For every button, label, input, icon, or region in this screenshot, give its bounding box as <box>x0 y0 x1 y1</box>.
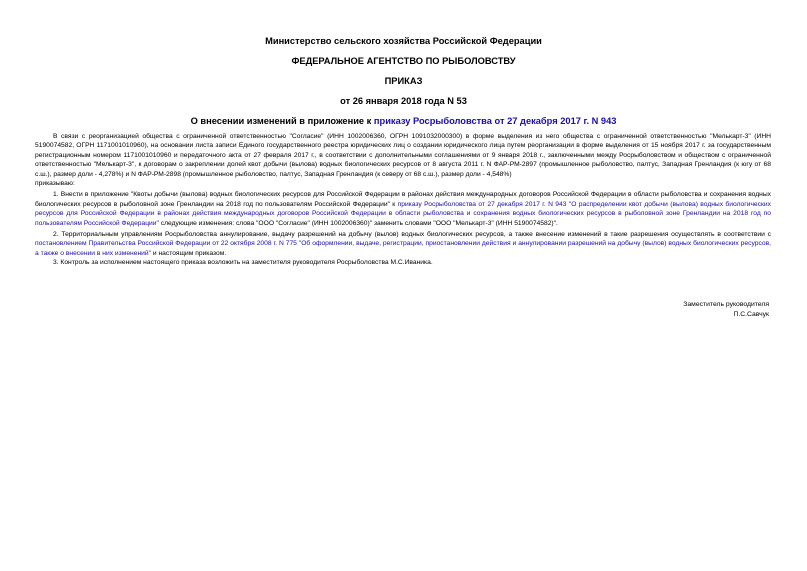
order-943-link[interactable]: приказу Росрыболовства от 27 декабря 2017 г. N 943 "О распределении квот добычи (вылова) водных биологических ресурсов для Российской Федерации в районах действия международных договоров Российской Федерации в области рыболовства и сохранения водных биологических ресурсов в рыболовной зоне Гренландии на 2018 год по пользователям Российской Федерации" <box>35 200 771 227</box>
item-1-text-b: следующие изменения: слова "ООО "Согласие" (ИНН 1002006360)" заменить словами "ООО "Мелькарт-3" (ИНН 5190074582)". <box>158 219 558 227</box>
document-body <box>35 132 771 268</box>
government-decree-775-link[interactable]: постановлением Правительства Российской Федерации от 22 октября 2008 г. N 775 "Об оформлении, выдаче, регистрации, приостановлении действия и аннулировании разрешений на добычу (вылов) водных биологических ресурсов, а также о внесении в них изменений" <box>35 240 771 257</box>
item-1-paragraph <box>35 190 771 228</box>
subject-prefix: О внесении изменений в приложение к <box>190 116 374 126</box>
signatory-title: Заместитель руководителя <box>683 301 769 308</box>
order-word: приказываю: <box>35 180 75 188</box>
signatory-name: П.С.Савчук <box>733 311 769 318</box>
item-3-paragraph: 3. Контроль за исполнением настоящего приказа возложить на заместителя руководителя Росрыболовства М.С.Иваника. <box>53 259 433 267</box>
item-2-paragraph <box>35 230 771 258</box>
item-2-text-a: 2. Территориальным управлениям Росрыболовства аннулирование, выдачу разрешений на добычу (вылов) водных биологических ресурсов, а также внесение изменений в такие разрешения осуществлять в соответствии с <box>53 231 771 239</box>
document-subject-heading <box>0 116 807 127</box>
item-1-text-a: 1. Внести в приложение "Квоты добычи (вылова) водных биологических ресурсов для Российской Федерации в районах действия международных договоров Российской Федерации в области рыболовства и сохранения водных биологических ресурсов в рыболовной зоне Гренландии на 2018 год по пользователям Российской Федерации" к <box>35 191 771 208</box>
item-2-text-b: и настоящим приказом. <box>151 249 227 257</box>
document-date-heading: от 26 января 2018 года N 53 <box>340 96 467 106</box>
ministry-heading: Министерство сельского хозяйства Российской Федерации <box>265 36 542 46</box>
preamble-paragraph: В связи с реорганизацией общества с ограниченной ответственностью "Согласие" (ИНН 1002006360, ОГРН 1091032000300) в форме выделения из него общества с ограниченной ответственностью "Мелькарт-3" (ИНН 5190074582, ОГРН 1171001010960), на основании листа записи Единого государственного реестра юридических лиц о создании юридического лица путем реорганизации в форме выделения от 15 ноября 2017 г. за государственным регистрационным номером 1171001010960 и передаточного акта от 27 февраля 2017 г., в соответствии с дополнительными соглашениями от 9 января 2018 г., заключенными между Росрыболовством и обществом с ограниченной ответственностью "Мелькарт-3", к договорам о закреплении долей квот добычи (вылова) водных биологических ресурсов от 8 августа 2011 г. N ФАР-РМ-2897 (промышленное рыболовство, палтус, Западная Гренландия (к югу от 68 с.ш.), размер доли - 4,278%) и N ФАР-РМ-2898 (промышленное рыболовство, палтус, Западная Гренландия (к северу от 68 с.ш.), размер доли - 4,548%) <box>35 133 771 178</box>
agency-heading: ФЕДЕРАЛЬНОЕ АГЕНТСТВО ПО РЫБОЛОВСТВУ <box>291 56 516 66</box>
subject-order-link[interactable]: приказу Росрыболовства от 27 декабря 2017 г. N 943 <box>373 116 617 126</box>
document-type-heading: ПРИКАЗ <box>384 76 423 86</box>
